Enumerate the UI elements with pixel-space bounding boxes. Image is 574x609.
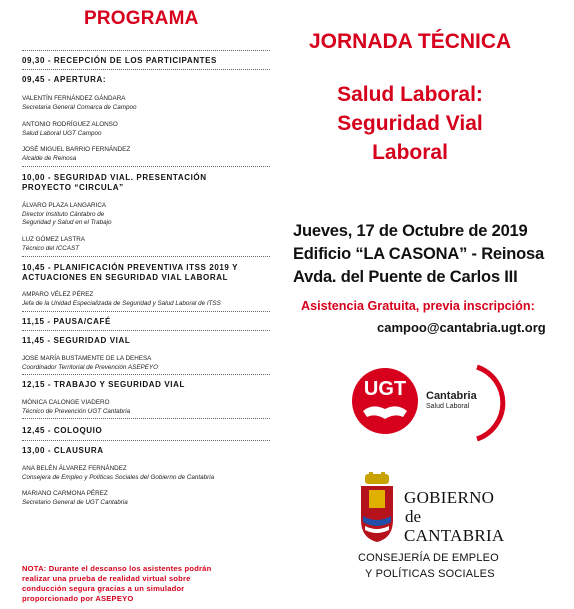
person-antonio: ANTONIO RODRÍGUEZ ALONSO Salud Laboral UGT Campoo bbox=[22, 121, 118, 137]
person-mariano: MARIANO CARMONA PÉREZ Secretario General de UGT Cantabria bbox=[22, 490, 128, 506]
gobierno-line-3: CANTABRIA bbox=[404, 526, 505, 545]
programa-column bbox=[22, 0, 272, 609]
item-1145: 11,45 - SEGURIDAD VIAL bbox=[22, 336, 131, 345]
divider bbox=[22, 69, 270, 70]
event-title: JORNADA TÉCNICA bbox=[309, 30, 512, 53]
item-0930: 09,30 - RECEPCIÓN DE LOS PARTICIPANTES bbox=[22, 56, 217, 65]
item-1115: 11,15 - PAUSA/CAFÉ bbox=[22, 317, 111, 326]
person-alvaro: ÁLVARO PLAZA LANGARICA Director Instituto Cántabro de Seguridad y Salud en el Trabajo bbox=[22, 202, 112, 226]
ugt-dept-label: Salud Laboral bbox=[426, 403, 470, 410]
ugt-text: UGT bbox=[363, 378, 407, 400]
item-1300: 13,00 - CLAUSURA bbox=[22, 446, 104, 455]
divider bbox=[22, 166, 270, 167]
item-0945: 09,45 - APERTURA: bbox=[22, 75, 107, 84]
consejeria-line-1: CONSEJERÍA DE EMPLEO bbox=[358, 552, 499, 564]
asistencia-text: Asistencia Gratuita, previa inscripción: bbox=[301, 299, 535, 313]
item-1000: 10,00 - SEGURIDAD VIAL. PRESENTACIÓN PROYECTO “CIRCULA” bbox=[22, 173, 207, 192]
divider bbox=[22, 418, 270, 419]
consejeria-line-2: Y POLÍTICAS SOCIALES bbox=[365, 568, 495, 580]
divider bbox=[22, 311, 270, 312]
person-monica: MÓNICA CALONGE VIADERO Técnico de Prevención UGT Cantabria bbox=[22, 399, 131, 415]
item-1045: 10,45 - PLANIFICACIÓN PREVENTIVA ITSS 2019 Y ACTUACIONES EN SEGURIDAD VIAL LABORAL bbox=[22, 263, 239, 282]
email-link[interactable]: campoo@cantabria.ugt.org bbox=[377, 320, 546, 335]
divider bbox=[22, 256, 270, 257]
nota-text: NOTA: Durante el descanso los asistentes podrán realizar una prueba de realidad virtual sobre conducción segura gracias a un simulador proporcionado por ASEPEYO bbox=[22, 564, 212, 603]
divider bbox=[22, 50, 270, 51]
gobierno-line-1: GOBIERNO bbox=[404, 488, 495, 507]
ugt-region-label: Cantabria bbox=[426, 390, 477, 402]
event-address: Avda. del Puente de Carlos III bbox=[293, 268, 518, 286]
event-subtitle: Salud Laboral: Seguridad Vial Laboral bbox=[337, 83, 483, 164]
person-amparo: AMPARO VÉLEZ PÉREZ Jefa de la Unidad Especializada de Seguridad y Salud Laboral de ITSS bbox=[22, 291, 221, 307]
person-luz: LUZ GÓMEZ LASTRA Técnico del ICCAST bbox=[22, 236, 85, 252]
item-1215: 12,15 - TRABAJO Y SEGURIDAD VIAL bbox=[22, 380, 185, 389]
divider bbox=[22, 330, 270, 331]
programa-title: PROGRAMA bbox=[84, 8, 199, 29]
person-ana-belen: ANA BELÉN ÁLVAREZ FERNÁNDEZ Consejera de Empleo y Políticas Sociales del Gobierno de Cantabria bbox=[22, 465, 215, 481]
event-date: Jueves, 17 de Octubre de 2019 bbox=[293, 222, 528, 240]
divider bbox=[22, 374, 270, 375]
item-1245: 12,45 - COLOQUIO bbox=[22, 426, 103, 435]
divider bbox=[22, 440, 270, 441]
person-jose-miguel: JOSÉ MIGUEL BARRIO FERNÁNDEZ Alcalde de Reinosa bbox=[22, 146, 131, 162]
event-venue: Edificio “LA CASONA” - Reinosa bbox=[293, 245, 544, 263]
person-valentin: VALENTÍN FERNÁNDEZ GÁNDARA Secretaria General Comarca de Campoo bbox=[22, 95, 137, 111]
gobierno-crest-icon bbox=[357, 472, 397, 544]
gobierno-line-2: de bbox=[405, 507, 422, 526]
person-jose-maria: JOSE MARÍA BUSTAMENTE DE LA DEHESA Coordinador Territorial de Prevención ASEPEYO bbox=[22, 355, 159, 371]
event-column bbox=[285, 0, 574, 609]
arc-decoration bbox=[477, 367, 503, 439]
